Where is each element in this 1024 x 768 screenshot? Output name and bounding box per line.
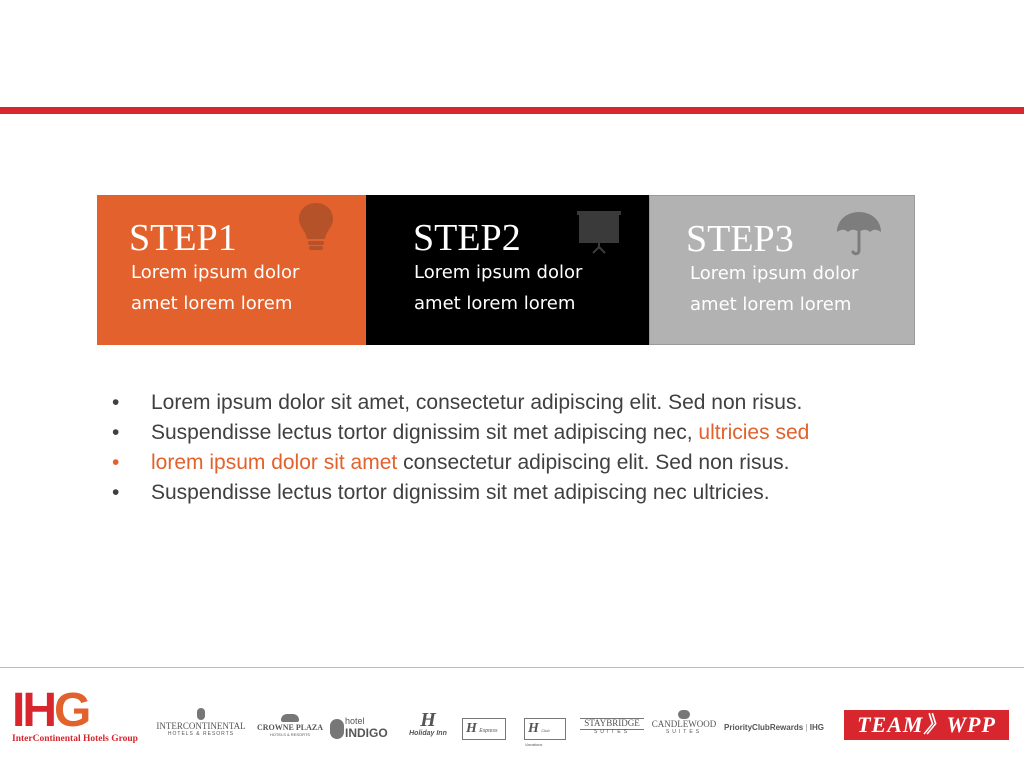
- bullet-marker: •: [112, 421, 120, 444]
- ihg-logo-letters: [12, 684, 138, 737]
- bullet-text: Suspendisse lectus tortor dignissim sit met adipiscing nec,: [151, 421, 699, 444]
- intercontinental-emblem-icon: [197, 708, 205, 720]
- holiday-inn-express-logo: [462, 718, 506, 740]
- holiday-inn-express-name: Express: [479, 728, 498, 734]
- lightbulb-icon: [297, 201, 335, 258]
- step-2-panel: [366, 195, 649, 345]
- holiday-inn-name: Holiday Inn: [409, 730, 447, 737]
- team-wpp-logo: TEAM》WPP: [844, 710, 1009, 740]
- intercontinental-name: INTERCONTINENTAL: [156, 721, 246, 731]
- staybridge-name: STAYBRIDGE: [580, 718, 644, 730]
- ihg-subtitle: InterContinental Hotels Group: [12, 734, 138, 744]
- ihg-letter-i: I: [12, 684, 23, 737]
- bullet-item-2: [112, 418, 992, 448]
- bullet-highlight: ultricies sed: [698, 421, 810, 444]
- candlewood-sub: SUITES: [665, 728, 703, 735]
- step-3-title: STEP3: [686, 218, 794, 260]
- bullet-item-3: [112, 448, 992, 478]
- bullet-text: Suspendisse lectus tortor dignissim sit met adipiscing nec ultricies.: [151, 481, 770, 504]
- bullet-highlight: lorem ipsum dolor sit amet: [151, 451, 398, 474]
- step-2-title: STEP2: [413, 217, 521, 259]
- staybridge-suites-logo: [580, 718, 644, 735]
- intercontinental-logo: [156, 708, 246, 737]
- holiday-inn-club-logo: [524, 718, 566, 747]
- step-1-panel: [97, 195, 366, 345]
- candlewood-emblem-icon: [678, 710, 690, 719]
- crowne-plaza-name: CROWNE PLAZA: [256, 723, 323, 732]
- bullet-marker: •: [112, 451, 120, 474]
- candlewood-name: CANDLEWOOD: [651, 719, 717, 729]
- bullet-text: consectetur adipiscing elit. Sed non risus.: [397, 451, 790, 474]
- top-red-bar: [0, 107, 1024, 114]
- priority-ihg: IHG: [809, 723, 824, 732]
- step-1-title: STEP1: [129, 217, 237, 259]
- steps-banner: [97, 195, 915, 345]
- holiday-inn-logo: [404, 710, 452, 738]
- footer-divider: [0, 667, 1024, 668]
- ihg-logo: [12, 684, 138, 744]
- umbrella-icon: [835, 210, 883, 263]
- staybridge-sub: SUITES: [593, 728, 631, 735]
- hotel-indigo-text-2: INDIGO: [345, 725, 388, 740]
- step-3-desc-line2: amet lorem lorem: [690, 294, 852, 315]
- step-1-description: [131, 257, 341, 319]
- holiday-inn-h-icon: H: [420, 709, 436, 731]
- crowne-plaza-logo: [256, 714, 324, 737]
- bullet-item-4: [112, 478, 992, 508]
- crowne-plaza-sub: HOTELS & RESORTS: [269, 731, 311, 737]
- bullet-list: [112, 388, 992, 508]
- bullet-marker: •: [112, 481, 120, 504]
- bullet-text: Lorem ipsum dolor sit amet, consectetur adipiscing elit. Sed non risus.: [151, 391, 803, 414]
- step-3-panel: [649, 195, 915, 345]
- ihg-letter-h: H: [22, 684, 55, 737]
- step-2-desc-line2: amet lorem lorem: [414, 293, 576, 314]
- priority-separator: |: [805, 723, 808, 732]
- indigo-leaf-icon: [330, 719, 344, 739]
- hotel-indigo-logo: [330, 717, 394, 740]
- bullet-marker: •: [112, 391, 120, 414]
- holiday-inn-club-h-icon: H: [528, 721, 539, 736]
- priority-club-logo: [724, 724, 824, 733]
- hotel-indigo-text-1: hotel: [345, 716, 365, 726]
- presentation-screen-icon: [576, 209, 622, 260]
- candlewood-suites-logo: [650, 710, 718, 735]
- step-3-desc-line1: Lorem ipsum dolor: [690, 263, 859, 284]
- intercontinental-sub: HOTELS & RESORTS: [167, 730, 235, 737]
- step-2-description: [414, 257, 624, 319]
- crown-icon: [281, 714, 299, 722]
- step-3-description: [690, 258, 900, 320]
- bullet-item-1: [112, 388, 992, 418]
- holiday-inn-club-name: Club Vacations: [525, 728, 550, 747]
- step-1-desc-line1: Lorem ipsum dolor: [131, 262, 300, 283]
- step-2-desc-line1: Lorem ipsum dolor: [414, 262, 583, 283]
- priority-club-name: PriorityClubRewards: [724, 723, 804, 732]
- ihg-letter-g: G: [54, 684, 89, 737]
- step-1-desc-line2: amet lorem lorem: [131, 293, 293, 314]
- holiday-inn-express-h-icon: H: [466, 721, 477, 736]
